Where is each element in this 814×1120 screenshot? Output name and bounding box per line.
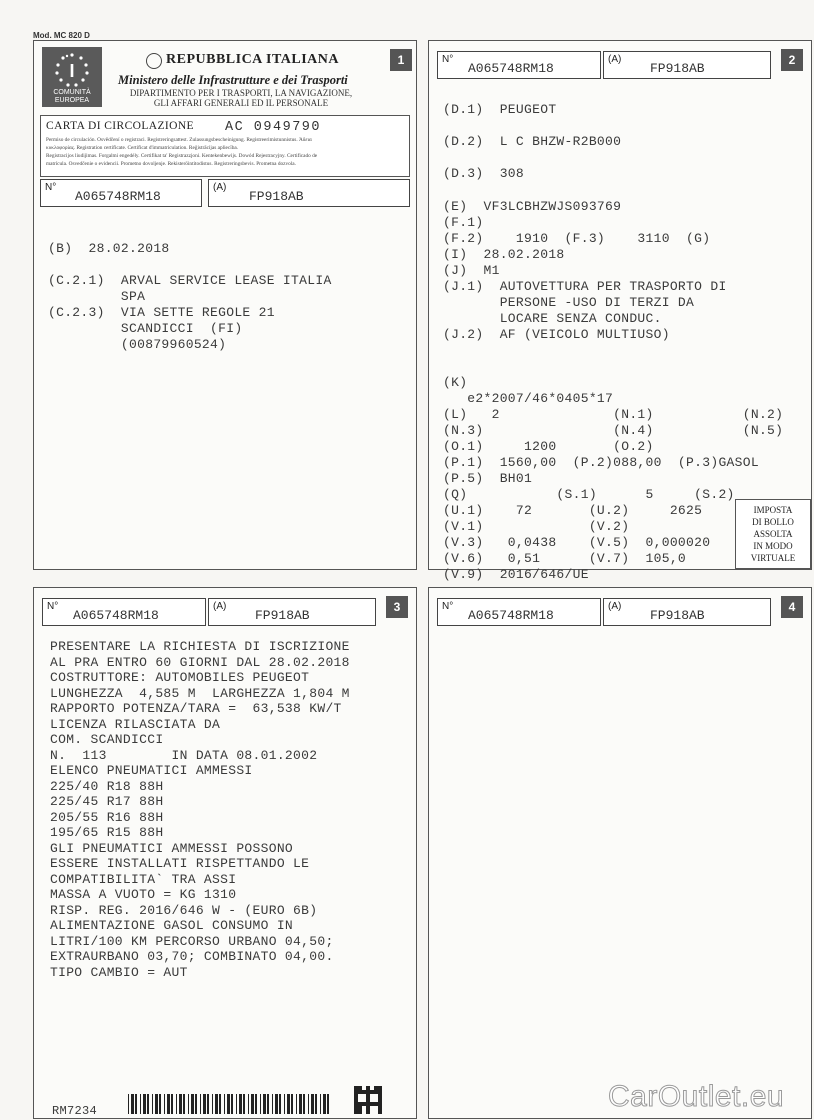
field-line: (V.3) 0,0438 (V.5) 0,000020	[443, 535, 711, 550]
barcode-bar	[183, 1094, 185, 1114]
field-line: (V.6) 0,51 (V.7) 105,0	[443, 551, 687, 566]
qr-code	[354, 1086, 382, 1114]
qr-module	[366, 1110, 370, 1114]
qr-module	[374, 1090, 378, 1094]
registration-number-box	[437, 598, 601, 626]
panel-4	[428, 587, 812, 1119]
qr-module	[354, 1110, 358, 1114]
qr-module	[366, 1106, 370, 1110]
qr-module	[358, 1106, 362, 1110]
field-line: (D.1) PEUGEOT	[443, 102, 557, 117]
barcode-bar	[179, 1094, 182, 1114]
barcode-bar	[128, 1094, 129, 1114]
field-c23-line-3: (00879960524)	[48, 337, 227, 352]
qr-module	[374, 1102, 378, 1106]
barcode-bar	[188, 1094, 189, 1114]
qr-module	[358, 1090, 362, 1094]
field-line: (J) M1	[443, 263, 500, 278]
note-line: PRESENTARE LA RICHIESTA DI ISCRIZIONE	[50, 639, 350, 654]
note-line: RISP. REG. 2016/646 W - (EURO 6B)	[50, 902, 318, 918]
plate-box	[603, 598, 771, 626]
stamp-line: ASSOLTA	[753, 529, 793, 539]
barcode-bar	[308, 1094, 309, 1114]
barcode-bar	[311, 1094, 314, 1114]
plate-number: FP918AB	[650, 608, 705, 623]
qr-module	[354, 1090, 358, 1094]
field-line: (E) VF3LCBHZWJS093769	[443, 199, 622, 214]
field-line: e2*2007/46*0405*17	[443, 391, 614, 406]
barcode-bar	[215, 1094, 218, 1114]
note-line: LICENZA RILASCIATA DA	[50, 716, 221, 732]
field-list	[443, 94, 803, 582]
barcode-bar	[176, 1094, 177, 1114]
qr-module	[362, 1090, 366, 1094]
barcode-bar	[303, 1094, 305, 1114]
field-line: (I) 28.02.2018	[443, 247, 565, 262]
plate-label: (A)	[213, 601, 227, 612]
carta-number: AC 0949790	[225, 120, 322, 135]
plate-label: (A)	[608, 54, 622, 65]
qr-module	[378, 1102, 382, 1106]
registration-number: A065748RM18	[73, 608, 159, 623]
barcode	[128, 1094, 334, 1114]
plate-label: (A)	[608, 601, 622, 612]
carta-box	[40, 115, 410, 177]
barcode-bar	[203, 1094, 206, 1114]
field-c21-line-1: (C.2.1) ARVAL SERVICE LEASE ITALIA	[48, 273, 332, 288]
stamp-line: IMPOSTA	[753, 505, 793, 515]
barcode-bar	[255, 1094, 257, 1114]
field-line: PERSONE -USO DI TERZI DA	[443, 295, 695, 310]
barcode-bar	[291, 1094, 293, 1114]
barcode-bar	[263, 1094, 266, 1114]
field-c21-line-2: SPA	[48, 289, 146, 304]
registration-number: A065748RM18	[468, 61, 554, 76]
field-line: (V.1) (V.2)	[443, 519, 630, 534]
barcode-bar	[155, 1094, 158, 1114]
qr-module	[366, 1086, 370, 1090]
eu-flag	[42, 47, 102, 107]
registration-number: A065748RM18	[75, 189, 161, 204]
registration-number: A065748RM18	[468, 608, 554, 623]
barcode-bar	[171, 1094, 173, 1114]
number-label: N°	[442, 601, 454, 612]
note-line: TIPO CAMBIO = AUT	[50, 964, 188, 980]
qr-module	[378, 1106, 382, 1110]
barcode-bar	[327, 1094, 329, 1114]
panel-number-badge: 1	[390, 49, 412, 71]
tax-stamp	[735, 499, 811, 569]
barcode-bar	[140, 1094, 141, 1114]
barcode-bar	[147, 1094, 149, 1114]
qr-module	[378, 1094, 382, 1098]
barcode-bar	[159, 1094, 161, 1114]
note-line: RAPPORTO POTENZA/TARA = 63,538 KW/T	[50, 701, 342, 716]
panel-number-badge: 3	[386, 596, 408, 618]
number-label: N°	[45, 182, 57, 193]
field-line: (J.1) AUTOVETTURA PER TRASPORTO DI	[443, 279, 727, 294]
panel-3	[33, 587, 417, 1119]
field-line: (V.9) 2016/646/UE	[443, 567, 589, 582]
barcode-bar	[231, 1094, 233, 1114]
barcode-bar	[287, 1094, 290, 1114]
stamp-line: DI BOLLO	[752, 517, 794, 527]
qr-module	[378, 1110, 382, 1114]
barcode-bar	[296, 1094, 297, 1114]
note-line: 205/55 R16 88H	[50, 809, 164, 825]
field-line: (J.2) AF (VEICOLO MULTIUSO)	[443, 327, 670, 342]
qr-module	[362, 1102, 366, 1106]
qr-module	[366, 1098, 370, 1102]
registration-number-box	[437, 51, 601, 79]
panel-number-badge: 2	[781, 49, 803, 71]
barcode-bar	[248, 1094, 249, 1114]
barcode-bar	[212, 1094, 213, 1114]
note-line: ALIMENTAZIONE GASOL CONSUMO IN	[50, 918, 294, 933]
qr-module	[366, 1102, 370, 1106]
field-line: (F.1)	[443, 215, 484, 230]
stamp-line: VIRTUALE	[750, 553, 796, 563]
qr-module	[354, 1102, 358, 1106]
field-line: (U.1) 72 (U.2) 2625	[443, 503, 703, 518]
note-line: EXTRAURBANO 03,70; COMBINATO 04,00.	[50, 949, 334, 964]
note-line: AL PRA ENTRO 60 GIORNI DAL 28.02.2018	[50, 654, 350, 670]
department-line-2: GLI AFFARI GENERALI ED IL PERSONALE	[153, 98, 329, 108]
qr-module	[354, 1086, 358, 1090]
translations-line-1: Permiso de circulación. Osvědčení o registraci. Registreringsattest. Zulassungsbescheinigung. Registreerimistunnistus. Άδεια	[46, 137, 312, 143]
panel-2	[428, 40, 812, 582]
republic-emblem-icon	[146, 53, 162, 69]
eu-label-1: COMUNITÀ	[53, 89, 91, 96]
note-line: 225/45 R17 88H	[50, 794, 164, 809]
barcode-bar	[143, 1094, 146, 1114]
plate-number: FP918AB	[650, 61, 705, 76]
note-line: MASSA A VUOTO = KG 1310	[50, 887, 237, 902]
barcode-bar	[260, 1094, 261, 1114]
barcode-bar	[164, 1094, 165, 1114]
field-c23-line-1: (C.2.3) VIA SETTE REGOLE 21	[48, 305, 275, 320]
qr-module	[358, 1110, 362, 1114]
barcode-bar	[195, 1094, 197, 1114]
note-line: LUNGHEZZA 4,585 M LARGHEZZA 1,804 M	[50, 685, 350, 701]
note-line: ELENCO PNEUMATICI AMMESSI	[50, 763, 253, 778]
barcode-bar	[239, 1094, 242, 1114]
qr-module	[370, 1090, 374, 1094]
barcode-bar	[207, 1094, 209, 1114]
svg-text:I: I	[69, 61, 75, 81]
field-line: (D.3) 308	[443, 166, 525, 181]
panel-1	[33, 40, 417, 570]
model-label: Mod. MC 820 D	[33, 31, 90, 40]
field-line: LOCARE SENZA CONDUC.	[443, 311, 662, 326]
barcode-bar	[219, 1094, 221, 1114]
ministry-title: Ministero delle Infrastrutture e dei Trasporti	[118, 73, 348, 87]
number-label: N°	[442, 54, 454, 65]
translations-line-2: κυκλοφορίας. Registration certificate. Certificat d'immatriculation. Reģistrācijas apliecība.	[46, 145, 239, 151]
field-line: (L) 2 (N.1) (N.2)	[443, 407, 784, 422]
barcode-bar	[279, 1094, 281, 1114]
republic-title: REPUBBLICA ITALIANA	[166, 52, 339, 67]
qr-module	[354, 1098, 358, 1102]
footer-code: RM7234	[52, 1104, 98, 1118]
qr-module	[354, 1094, 358, 1098]
eu-label-2: EUROPEA	[54, 97, 90, 104]
field-line: (K)	[443, 375, 468, 390]
note-line: COMPATIBILITA` TRA ASSI	[50, 871, 237, 887]
barcode-bar	[272, 1094, 273, 1114]
panel-number-badge: 4	[781, 596, 803, 618]
barcode-bar	[227, 1094, 230, 1114]
number-label: N°	[47, 601, 59, 612]
qr-module	[358, 1086, 362, 1090]
stamp-text	[736, 504, 810, 564]
plate-box	[208, 179, 410, 207]
field-line: (P.1) 1560,00 (P.2)088,00 (P.3)GASOL	[443, 455, 759, 470]
barcode-bar	[200, 1094, 201, 1114]
field-line: (D.2) L C BHZW-R2B000	[443, 134, 622, 149]
field-line: (O.1) 1200 (O.2)	[443, 439, 654, 454]
barcode-bar	[267, 1094, 269, 1114]
qr-module	[374, 1086, 378, 1090]
field-line: (F.2) 1910 (F.3) 3110 (G)	[443, 231, 711, 246]
field-line: (N.3) (N.4) (N.5)	[443, 423, 784, 438]
barcode-bar	[236, 1094, 237, 1114]
barcode-bar	[131, 1094, 134, 1114]
barcode-bar	[251, 1094, 254, 1114]
barcode-bar	[320, 1094, 321, 1114]
field-line: (P.5) BH01	[443, 471, 533, 486]
barcode-bar	[167, 1094, 170, 1114]
qr-module	[378, 1098, 382, 1102]
note-line: COM. SCANDICCI	[50, 732, 164, 747]
barcode-bar	[275, 1094, 278, 1114]
barcode-bar	[243, 1094, 245, 1114]
barcode-bar	[152, 1094, 153, 1114]
note-line: ESSERE INSTALLATI RISPETTANDO LE	[50, 856, 310, 871]
qr-module	[370, 1102, 374, 1106]
qr-module	[378, 1086, 382, 1090]
plate-number: FP918AB	[255, 608, 310, 623]
note-line: 195/65 R15 88H	[50, 825, 164, 840]
field-c23-line-2: SCANDICCI (FI)	[48, 321, 243, 336]
barcode-bar	[323, 1094, 326, 1114]
note-line: GLI PNEUMATICI AMMESSI POSSONO	[50, 840, 294, 856]
note-line: 225/40 R18 88H	[50, 778, 164, 794]
plate-number: FP918AB	[249, 189, 304, 204]
barcode-bar	[135, 1094, 137, 1114]
field-b: (B) 28.02.2018	[48, 241, 170, 256]
note-line: LITRI/100 KM PERCORSO URBANO 04,50;	[50, 933, 334, 949]
stamp-line: IN MODO	[753, 541, 793, 551]
plate-box	[208, 598, 376, 626]
translations-line-4: matrícula. Osvedčenie o evidencii. Prometno dovoljenje. Rekisteröintitodistus. Registreringsbevis. Prometna dozvola.	[46, 161, 296, 167]
qr-module	[354, 1106, 358, 1110]
barcode-bar	[299, 1094, 302, 1114]
plate-label: (A)	[213, 182, 227, 193]
carta-label: CARTA DI CIRCOLAZIONE	[46, 120, 194, 132]
department-line-1: DIPARTIMENTO PER I TRASPORTI, LA NAVIGAZIONE,	[129, 88, 353, 98]
translations-line-3: Registracijos liudijimas. Forgalmi engedély. Certifikat ta' Registrazzjoni. Kentekenbewijs. Dowód Rejestracyjny. Certificado de	[46, 153, 318, 159]
qr-module	[358, 1102, 362, 1106]
registration-number-box	[42, 598, 206, 626]
barcode-bar	[284, 1094, 285, 1114]
note-line: COSTRUTTORE: AUTOMOBILES PEUGEOT	[50, 670, 310, 685]
plate-box	[603, 51, 771, 79]
note-line: N. 113 IN DATA 08.01.2002	[50, 747, 318, 763]
watermark-logo: CarOutlet.eu	[608, 1080, 785, 1113]
field-line: (Q) (S.1) 5 (S.2)	[443, 487, 735, 502]
barcode-bar	[315, 1094, 317, 1114]
registration-number-box	[40, 179, 202, 207]
barcode-bar	[191, 1094, 194, 1114]
barcode-bar	[224, 1094, 225, 1114]
qr-module	[366, 1094, 370, 1098]
qr-module	[366, 1090, 370, 1094]
qr-module	[378, 1090, 382, 1094]
